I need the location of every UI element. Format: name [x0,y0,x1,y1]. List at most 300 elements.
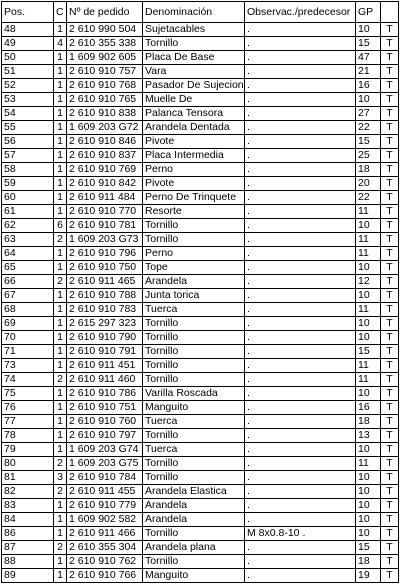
table-row [2,23,399,37]
cell-qty: 1 [54,93,67,107]
cell-order-number: 1 609 203 G73 [67,233,143,247]
cell-pos: 89 [2,569,54,583]
cell-gp: 16 [356,401,381,415]
cell-order-number: 2 615 297 323 [67,317,143,331]
cell-qty: 2 [54,457,67,471]
cell-observation: M 8x0.8-10 . [245,527,356,541]
cell-t: T [381,135,399,149]
table-row [2,471,399,485]
cell-pos: 55 [2,121,54,135]
cell-gp: 22 [356,191,381,205]
cell-observation: . [245,499,356,513]
cell-t: T [381,373,399,387]
cell-t: T [381,527,399,541]
cell-observation: . [245,471,356,485]
cell-qty: 1 [54,387,67,401]
cell-pos: 48 [2,23,54,37]
cell-gp: 13 [356,429,381,443]
table-row [2,121,399,135]
cell-t: T [381,471,399,485]
cell-denomination: Junta torica [143,289,245,303]
table-row [2,485,399,499]
cell-pos: 79 [2,443,54,457]
cell-pos: 82 [2,485,54,499]
cell-denomination: Arandela Elastica [143,485,245,499]
cell-gp: 21 [356,65,381,79]
cell-pos: 60 [2,191,54,205]
cell-pos: 87 [2,541,54,555]
cell-denomination: Tornillo [143,233,245,247]
cell-gp: 10 [356,23,381,37]
cell-gp: 11 [356,303,381,317]
table-row [2,569,399,583]
cell-t: T [381,121,399,135]
cell-gp: 11 [356,205,381,219]
table-row [2,261,399,275]
cell-t: T [381,415,399,429]
cell-order-number: 2 610 910 783 [67,303,143,317]
cell-pos: 62 [2,219,54,233]
cell-order-number: 2 610 910 766 [67,569,143,583]
cell-t: T [381,93,399,107]
cell-denomination: Tornillo [143,359,245,373]
cell-denomination: Sujetacables [143,23,245,37]
cell-pos: 58 [2,163,54,177]
cell-observation: . [245,261,356,275]
cell-denomination: Tornillo [143,345,245,359]
cell-order-number: 2 610 910 769 [67,163,143,177]
table-row [2,177,399,191]
cell-observation: . [245,219,356,233]
cell-observation: . [245,247,356,261]
cell-pos: 68 [2,303,54,317]
table-row [2,345,399,359]
cell-denomination: Arandela [143,513,245,527]
cell-qty: 1 [54,429,67,443]
cell-gp: 10 [356,317,381,331]
cell-observation: . [245,149,356,163]
table-row [2,359,399,373]
cell-gp: 10 [356,499,381,513]
cell-qty: 4 [54,37,67,51]
cell-order-number: 2 610 910 768 [67,79,143,93]
table-row [2,289,399,303]
cell-qty: 1 [54,289,67,303]
table-row [2,135,399,149]
cell-observation: . [245,51,356,65]
cell-pos: 88 [2,555,54,569]
cell-qty: 1 [54,107,67,121]
cell-denomination: Arandela [143,275,245,289]
cell-t: T [381,233,399,247]
cell-denomination: Vara [143,65,245,79]
cell-t: T [381,37,399,51]
cell-order-number: 2 610 910 790 [67,331,143,345]
table-row [2,457,399,471]
cell-gp: 15 [356,541,381,555]
cell-t: T [381,177,399,191]
cell-qty: 3 [54,471,67,485]
cell-qty: 1 [54,331,67,345]
cell-gp: 10 [356,289,381,303]
cell-qty: 1 [54,499,67,513]
cell-pos: 52 [2,79,54,93]
cell-observation: . [245,401,356,415]
table-row [2,373,399,387]
cell-pos: 54 [2,107,54,121]
cell-gp: 10 [356,527,381,541]
cell-pos: 80 [2,457,54,471]
table-row [2,401,399,415]
cell-order-number: 2 610 911 451 [67,359,143,373]
cell-pos: 86 [2,527,54,541]
cell-qty: 1 [54,247,67,261]
cell-observation: . [245,93,356,107]
cell-observation: . [245,317,356,331]
cell-qty: 2 [54,373,67,387]
cell-denomination: Tope [143,261,245,275]
cell-observation: . [245,205,356,219]
cell-observation: . [245,569,356,583]
cell-pos: 76 [2,401,54,415]
cell-t: T [381,401,399,415]
cell-qty: 6 [54,219,67,233]
cell-qty: 1 [54,555,67,569]
cell-t: T [381,107,399,121]
cell-order-number: 2 610 910 786 [67,387,143,401]
cell-t: T [381,247,399,261]
table-row [2,233,399,247]
cell-order-number: 2 610 910 750 [67,261,143,275]
cell-t: T [381,205,399,219]
table-row [2,513,399,527]
cell-denomination: Placa De Base [143,51,245,65]
cell-gp: 47 [356,51,381,65]
cell-pos: 51 [2,65,54,79]
cell-observation: . [245,163,356,177]
cell-t: T [381,79,399,93]
table-row [2,163,399,177]
cell-qty: 1 [54,163,67,177]
cell-order-number: 1 609 203 G74 [67,443,143,457]
cell-t: T [381,345,399,359]
cell-denomination: Pivote [143,177,245,191]
cell-observation: . [245,331,356,345]
cell-pos: 63 [2,233,54,247]
cell-denomination: Muelle De [143,93,245,107]
cell-pos: 84 [2,513,54,527]
cell-qty: 1 [54,261,67,275]
cell-pos: 65 [2,261,54,275]
cell-denomination: Tornillo [143,219,245,233]
cell-t: T [381,429,399,443]
cell-gp: 18 [356,163,381,177]
cell-qty: 1 [54,205,67,219]
cell-denomination: Tornillo [143,429,245,443]
cell-t: T [381,387,399,401]
table-row [2,107,399,121]
cell-order-number: 2 610 910 796 [67,247,143,261]
header-t [381,2,399,23]
header-order-number: Nº de pedido [67,2,143,23]
cell-gp: 11 [356,247,381,261]
cell-order-number: 2 610 911 455 [67,485,143,499]
table-row [2,429,399,443]
cell-qty: 1 [54,51,67,65]
cell-t: T [381,569,399,583]
cell-gp: 10 [356,387,381,401]
cell-observation: . [245,513,356,527]
cell-pos: 83 [2,499,54,513]
cell-order-number: 2 610 910 762 [67,555,143,569]
cell-pos: 74 [2,373,54,387]
cell-gp: 15 [356,345,381,359]
cell-order-number: 2 610 910 788 [67,289,143,303]
table-row [2,275,399,289]
cell-order-number: 2 610 910 846 [67,135,143,149]
cell-observation: . [245,443,356,457]
cell-qty: 1 [54,569,67,583]
cell-pos: 57 [2,149,54,163]
parts-table [1,1,399,583]
cell-qty: 1 [54,345,67,359]
table-row [2,247,399,261]
cell-t: T [381,261,399,275]
cell-qty: 1 [54,121,67,135]
cell-order-number: 2 610 355 304 [67,541,143,555]
cell-t: T [381,317,399,331]
cell-gp: 22 [356,121,381,135]
cell-order-number: 2 610 910 837 [67,149,143,163]
cell-gp: 10 [356,219,381,233]
cell-observation: . [245,65,356,79]
cell-pos: 78 [2,429,54,443]
table-row [2,205,399,219]
table-row [2,555,399,569]
cell-qty: 2 [54,541,67,555]
cell-observation: . [245,415,356,429]
cell-observation: . [245,541,356,555]
cell-order-number: 2 610 911 460 [67,373,143,387]
cell-qty: 1 [54,401,67,415]
cell-observation: . [245,107,356,121]
cell-observation: . [245,429,356,443]
cell-denomination: Tornillo [143,527,245,541]
cell-qty: 1 [54,65,67,79]
cell-denomination: Pasador De Sujecion [143,79,245,93]
cell-observation: . [245,135,356,149]
cell-denomination: Perno [143,247,245,261]
cell-pos: 71 [2,345,54,359]
cell-gp: 20 [356,177,381,191]
cell-gp: 11 [356,373,381,387]
table-row [2,527,399,541]
table-body [2,23,399,583]
cell-order-number: 2 610 910 838 [67,107,143,121]
cell-pos: 77 [2,415,54,429]
table-row [2,93,399,107]
cell-gp: 18 [356,555,381,569]
cell-gp: 19 [356,569,381,583]
header-pos: Pos. [2,2,54,23]
cell-order-number: 2 610 355 338 [67,37,143,51]
cell-denomination: Arandela plana [143,541,245,555]
cell-order-number: 2 610 910 781 [67,219,143,233]
cell-denomination: Manguito [143,401,245,415]
cell-denomination: Varilla Roscada [143,387,245,401]
cell-gp: 11 [356,457,381,471]
cell-pos: 69 [2,317,54,331]
cell-order-number: 2 610 910 784 [67,471,143,485]
header-gp: GP [356,2,381,23]
cell-t: T [381,275,399,289]
cell-observation: . [245,37,356,51]
cell-t: T [381,499,399,513]
cell-order-number: 1 609 203 G72 [67,121,143,135]
cell-denomination: Resorte [143,205,245,219]
cell-qty: 1 [54,303,67,317]
cell-gp: 16 [356,79,381,93]
cell-order-number: 2 610 910 797 [67,429,143,443]
cell-order-number: 2 610 910 770 [67,205,143,219]
table-row [2,191,399,205]
cell-qty: 1 [54,135,67,149]
header-c: C [54,2,67,23]
cell-observation: . [245,359,356,373]
cell-t: T [381,555,399,569]
cell-t: T [381,289,399,303]
cell-denomination: Tornillo [143,37,245,51]
cell-denomination: Tornillo [143,373,245,387]
cell-t: T [381,51,399,65]
cell-observation: . [245,79,356,93]
cell-order-number: 2 610 910 765 [67,93,143,107]
cell-qty: 1 [54,513,67,527]
table-row [2,415,399,429]
cell-t: T [381,149,399,163]
table-row [2,65,399,79]
cell-qty: 1 [54,23,67,37]
cell-observation: . [245,555,356,569]
header-denomination: Denominación [143,2,245,23]
cell-qty: 1 [54,359,67,373]
cell-observation: . [245,177,356,191]
cell-pos: 61 [2,205,54,219]
cell-pos: 66 [2,275,54,289]
cell-t: T [381,359,399,373]
cell-denomination: Tornillo [143,457,245,471]
header-observations: Observac./predecesor [245,2,356,23]
cell-order-number: 1 609 203 G75 [67,457,143,471]
cell-qty: 1 [54,79,67,93]
cell-denomination: Perno [143,163,245,177]
table-row [2,331,399,345]
cell-gp: 10 [356,331,381,345]
cell-order-number: 2 610 911 465 [67,275,143,289]
cell-t: T [381,65,399,79]
cell-pos: 50 [2,51,54,65]
cell-pos: 49 [2,37,54,51]
cell-order-number: 2 610 990 504 [67,23,143,37]
cell-denomination: Pivote [143,135,245,149]
cell-observation: . [245,457,356,471]
cell-qty: 1 [54,443,67,457]
table-row [2,79,399,93]
cell-order-number: 1 609 902 582 [67,513,143,527]
cell-observation: . [245,303,356,317]
cell-qty: 1 [54,149,67,163]
cell-t: T [381,541,399,555]
cell-denomination: Tornillo [143,555,245,569]
cell-observation: . [245,387,356,401]
table-row [2,387,399,401]
cell-observation: . [245,191,356,205]
cell-denomination: Manguito [143,569,245,583]
cell-gp: 10 [356,471,381,485]
table-row [2,317,399,331]
cell-denomination: Arandela Dentada [143,121,245,135]
cell-gp: 12 [356,275,381,289]
table-row [2,541,399,555]
cell-denomination: Tornillo [143,317,245,331]
cell-t: T [381,513,399,527]
table-row [2,37,399,51]
table-row [2,303,399,317]
cell-order-number: 2 610 911 466 [67,527,143,541]
cell-pos: 53 [2,93,54,107]
cell-t: T [381,219,399,233]
cell-qty: 2 [54,485,67,499]
cell-order-number: 2 610 910 779 [67,499,143,513]
cell-observation: . [245,275,356,289]
cell-pos: 56 [2,135,54,149]
cell-gp: 27 [356,107,381,121]
cell-observation: . [245,289,356,303]
cell-denomination: Placa Intermedia [143,149,245,163]
cell-denomination: Tuerca [143,303,245,317]
cell-order-number: 2 610 910 791 [67,345,143,359]
cell-denomination: Palanca Tensora [143,107,245,121]
cell-gp: 25 [356,149,381,163]
cell-order-number: 2 610 910 757 [67,65,143,79]
cell-t: T [381,303,399,317]
cell-gp: 11 [356,233,381,247]
cell-t: T [381,485,399,499]
cell-observation: . [245,485,356,499]
cell-qty: 2 [54,275,67,289]
cell-gp: 18 [356,415,381,429]
table-row [2,499,399,513]
cell-qty: 2 [54,233,67,247]
cell-qty: 1 [54,317,67,331]
cell-denomination: Perno De Trinquete [143,191,245,205]
cell-pos: 64 [2,247,54,261]
cell-t: T [381,457,399,471]
cell-gp: 15 [356,135,381,149]
table-row [2,443,399,457]
cell-pos: 75 [2,387,54,401]
cell-observation: . [245,373,356,387]
cell-pos: 67 [2,289,54,303]
cell-order-number: 2 610 910 760 [67,415,143,429]
cell-denomination: Arandela [143,499,245,513]
cell-t: T [381,443,399,457]
cell-gp: 10 [356,93,381,107]
cell-qty: 1 [54,177,67,191]
cell-pos: 81 [2,471,54,485]
cell-observation: . [245,233,356,247]
cell-gp: 10 [356,443,381,457]
